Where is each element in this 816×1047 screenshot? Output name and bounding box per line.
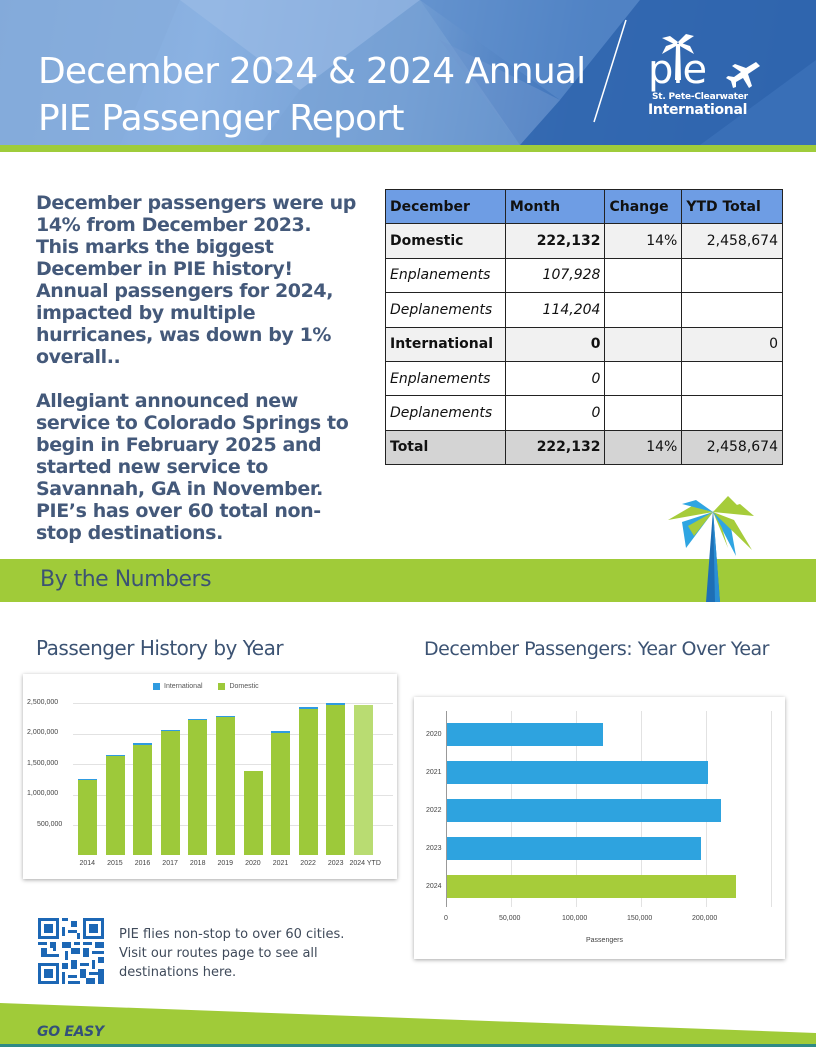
section-title: By the Numbers [40,567,212,592]
x-tick-label: 2018 [189,860,206,867]
change-value [605,258,682,292]
y-tick-label: 2024 [426,883,442,890]
intro-paragraph-2: Allegiant announced new service to Colorado Springs to begin in February 2025 and started new service to Savannah, GA in November. PIE’s has over 60 total non-stop destinations. [36,390,349,544]
intro-paragraph-1: December passengers were up 14% from December 2023. This marks the biggest December in PIE history! Annual passengers for 2024, impacted by multiple hurricanes, was down by 1% overall.. [36,192,356,368]
logo-subtitle: St. Pete-Clearwater [652,92,748,102]
bar-2017 [161,730,180,855]
row-label: Total [386,430,506,464]
x-tick-label: 2022 [300,860,316,867]
month-value: 114,204 [505,293,605,327]
row-label: Enplanements [386,361,506,395]
change-value [605,293,682,327]
december-yoy-chart [414,697,785,959]
row-label: Enplanements [386,258,506,292]
bar-2020 [447,723,603,746]
x-tick-label: 100,000 [562,915,588,922]
legend-label: International [164,683,203,691]
title-line-1: December 2024 & 2024 Annual [38,51,586,92]
x-tick-label: 200,000 [692,915,718,922]
row-label: Domestic [386,224,506,258]
table-row-total [386,430,783,464]
palm-tree-icon [668,492,758,604]
slash-divider [590,18,630,126]
change-value: 14% [605,430,682,464]
bar-segment-international [78,779,97,781]
qr-code-icon[interactable] [38,918,104,984]
logo-wordmark: pie [648,47,707,93]
legend-label: Domestic [229,683,259,691]
bar-2014 [78,779,97,855]
legend-swatch [218,683,225,690]
x-tick-label: 2019 [217,860,234,867]
row-label: International [386,327,506,361]
routes-note: PIE flies non-stop to over 60 cities. Visit our routes page to see all destinations here. [119,927,345,980]
airplane-icon [726,60,766,90]
change-value [605,396,682,430]
y-tick-label: 2,000,000 [27,729,59,736]
bar-2016 [133,743,152,855]
chart-legend [153,683,273,690]
bar-2023 [447,837,701,860]
row-label: Deplanements [386,396,506,430]
bar-segment-international [161,730,180,732]
ytd-value: 2,458,674 [682,430,783,464]
month-value: 222,132 [505,224,605,258]
column-header: December [386,190,506,224]
x-axis-title: Passengers [586,937,623,944]
column-header: Change [605,190,682,224]
passenger-history-chart [23,674,397,879]
y-tick-label: 2022 [426,807,442,814]
bar-2019 [216,716,235,855]
intro-text [36,192,356,566]
legend-swatch [153,683,160,690]
month-value: 0 [505,361,605,395]
ytd-value [682,361,783,395]
x-tick-label: 2015 [107,860,123,867]
bar-2022 [447,799,721,822]
bar-segment-international [188,719,207,721]
table-row [386,224,783,258]
x-tick-label: 150,000 [627,915,653,922]
x-tick-label: 2024 YTD [349,860,381,867]
y-tick-label: 2,500,000 [27,699,59,706]
table-row [386,258,783,292]
bar-2021 [271,731,290,855]
x-tick-label: 2014 [79,860,96,867]
pie-logo[interactable] [640,28,770,118]
x-tick-label: 2020 [245,860,261,867]
footer-band [0,995,816,1047]
passenger-stats-table [385,189,783,465]
bar-2015 [106,755,125,855]
y-tick-label: 2023 [426,845,442,852]
table-header-row [386,190,783,224]
month-value: 0 [505,396,605,430]
y-tick-label: 2020 [426,731,442,738]
header-green-rule [0,145,816,152]
table-row [386,396,783,430]
ytd-value [682,258,783,292]
month-value: 0 [505,327,605,361]
table-row [386,293,783,327]
ytd-value: 0 [682,327,783,361]
row-label: Deplanements [386,293,506,327]
ytd-value [682,396,783,430]
ytd-value [682,293,783,327]
table-row [386,361,783,395]
bar-segment-international [133,743,152,745]
bar-2020 [244,771,263,855]
bar-segment-international [106,755,125,757]
legend-item-international [153,683,203,690]
chart-title-passenger-history: Passenger History by Year [36,636,284,660]
column-header: YTD Total [682,190,783,224]
y-tick-label: 1,500,000 [27,760,59,767]
bar-segment-international [271,731,290,733]
chart-title-december-yoy: December Passengers: Year Over Year [424,638,769,660]
logo-subtitle-international: International [648,102,748,118]
bar-2023 [326,703,345,855]
x-tick-label: 0 [444,915,448,922]
bar-2022 [299,707,318,855]
bar-segment-international [326,703,345,705]
month-value: 222,132 [505,430,605,464]
bar-segment-international [299,707,318,709]
x-tick-label: 2023 [327,860,344,867]
y-tick-label: 2021 [426,769,442,776]
bar-2024 [447,875,736,898]
bar-segment-international [216,716,235,718]
x-tick-label: 2016 [134,860,151,867]
report-header [0,0,816,145]
bar-2024-ytd [354,705,373,855]
bar-2018 [188,719,207,855]
y-tick-label: 500,000 [37,821,63,828]
x-tick-label: 50,000 [499,915,521,922]
x-tick-label: 2017 [162,860,178,867]
x-tick-label: 2021 [272,860,289,867]
gridline [771,711,772,907]
footer-tagline: GO EASY [37,1024,104,1040]
bar-2021 [447,761,708,784]
change-value [605,327,682,361]
change-value [605,361,682,395]
column-header: Month [505,190,605,224]
y-tick-label: 1,000,000 [27,790,59,797]
month-value: 107,928 [505,258,605,292]
table-row [386,327,783,361]
legend-item-domestic [218,683,258,690]
change-value: 14% [605,224,682,258]
page-title [38,48,585,142]
title-line-2: PIE Passenger Report [38,98,404,139]
ytd-value: 2,458,674 [682,224,783,258]
